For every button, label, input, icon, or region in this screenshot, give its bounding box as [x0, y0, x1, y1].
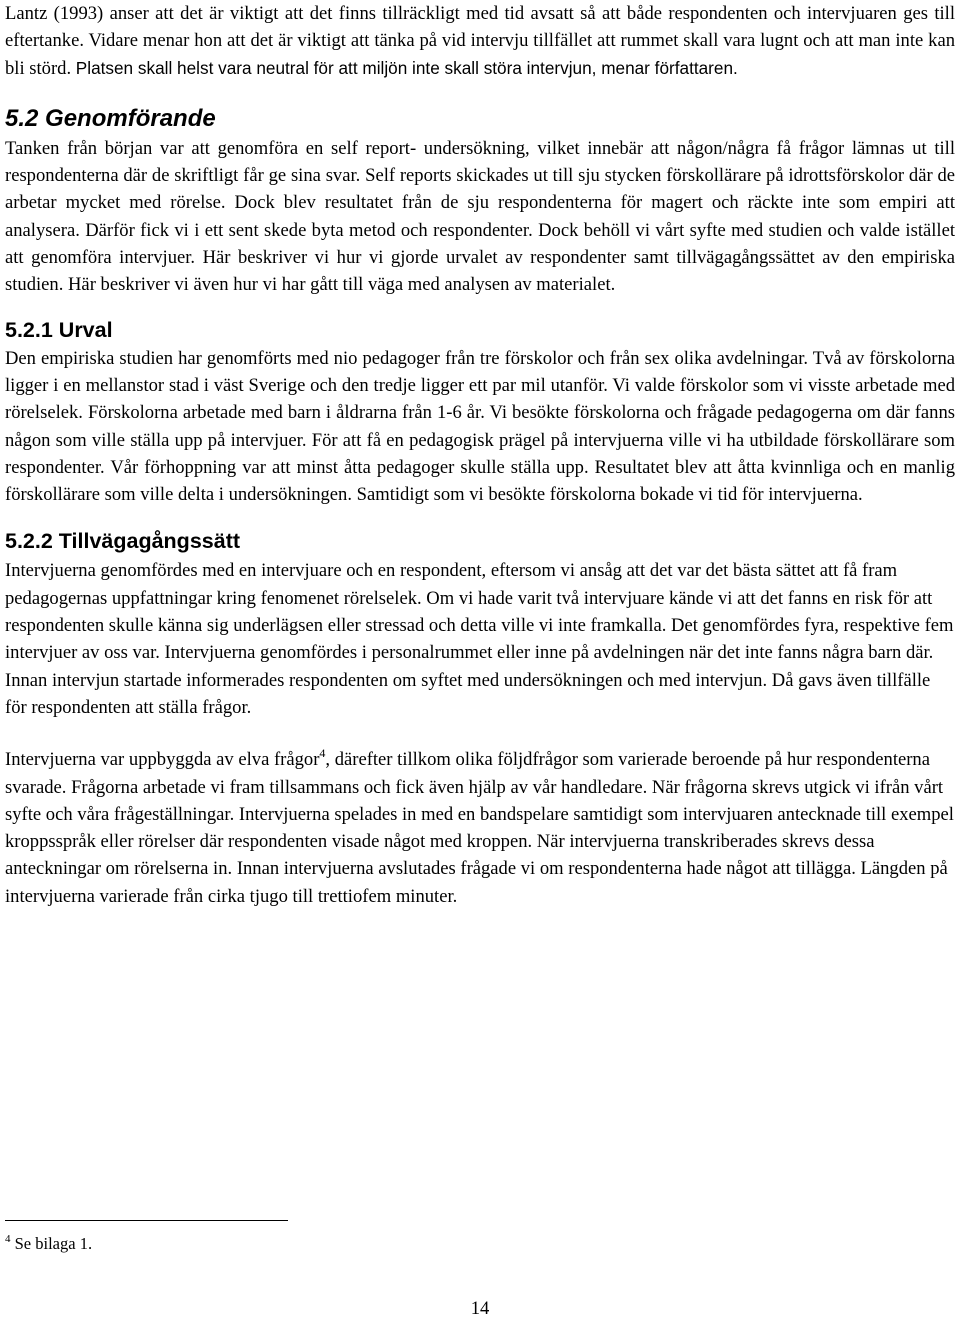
intro-serif-text: Lantz (1993) anser att det är viktigt att det finns tillräckligt med tid avsatt så att både respondenten och intervjuaren ges till eftertanke. Vidare menar hon att det är viktigt att tänka på vid intervju tillfället att rummet skall vara lugnt och att man inte kan bli störd.: [5, 3, 955, 79]
section-5-2-2-paragraph-2: [5, 746, 955, 910]
paragraph-2-text-after: , därefter tillkom olika följdfrågor som varierade beroende på hur respondenterna svarade. Frågorna arbetade vi fram tillsammans och fick även hjälp av vår handledare. När frågorna skrevs utgick vi ifrån vårt syfte och våra frågeställningar. Intervjuerna spelades in med en bandspelare samtidigt som intervjuaren antecknade till exempel kroppsspråk eller rörelser där respondenten visade något med kroppen. När intervjuerna transkriberades skrevs dessa anteckningar om rörelserna in. Innan intervjuerna avslutades frågade vi om respondenterna hade något att tillägga. Längden på intervjuerna varierade från cirka tjugo till trettiofem minuter.: [5, 749, 954, 907]
section-heading-5-2-2: 5.2.2 Tillvägagångssätt: [5, 529, 241, 554]
page-number: 14: [470, 1298, 490, 1319]
footnote-text: Se bilaga 1.: [10, 1234, 93, 1253]
section-heading-5-2: 5.2 Genomförande: [5, 104, 216, 132]
footnote-reference: 4: [319, 746, 326, 761]
section-5-2-paragraph: Tanken från början var att genomföra en self report- undersökning, vilket innebär att någon/några få frågor lämnas ut till respondenterna där de skriftligt får ge sina svar. Self reports skickades ut till sju stycken förskollärare på idrottsförskolor där de arbetar mycket med rörelse. Dock blev resultatet från de sju respondenterna för magert och räckte inte som empiri att analysera. Därför fick vi i ett sent skede byta metod och respondenter. Dock behöll vi vårt syfte med studien och valde istället att genomföra intervjuer. Här beskriver vi hur vi gjorde urvalet av respondenter samt tillvägagångssättet av den empiriska studien. Här beskriver vi även hur vi har gått till väga med analysen av materialet.: [5, 137, 955, 296]
paragraph-2-text-before: Intervjuerna var uppbyggda av elva frågor: [5, 749, 320, 771]
section-5-2-2-paragraph-1: Intervjuerna genomfördes med en intervjuare och en respondent, eftersom vi ansåg att det var det bästa sättet att få fram pedagogernas uppfattningar kring fenomenet rörelselek. Om vi hade varit två intervjuare kände vi att det fanns en risk för att respondenten skulle känna sig underlägsen eller stressad och detta ville vi inte framkalla. Det genomfördes fyra, respektive fem intervjuer av oss var. Intervjuerna genomfördes i personalrummet eller inne på avdelningen när det inte fanns några barn där. Innan intervjun startade informerades respondenten om syftet med undersökningen och med intervjun. Då gavs även tillfälle för respondenten att ställa frågor.: [5, 560, 954, 718]
footnote: [5, 1233, 92, 1255]
section-heading-5-2-1: 5.2.1 Urval: [5, 317, 113, 342]
intro-sans-text: Platsen skall helst vara neutral för att miljön inte skall störa intervjun, menar författaren.: [75, 57, 738, 78]
intro-paragraph: [5, 0, 955, 82]
footnote-number: 4: [5, 1233, 11, 1245]
document-page: [5, 0, 955, 910]
section-5-2-1-paragraph: Den empiriska studien har genomförts med nio pedagoger från tre förskolor och från sex olika avdelningar. Två av förskolorna ligger i en mellanstor stad i väst Sverige och den tredje ligger ett par mil utanför. Vi valde förskolor som vi visste arbetade med rörelselek. Förskolorna arbetade med barn i åldrarna från 1-6 år. Vi besökte förskolorna och frågade pedagogerna om där fanns någon som ville ställa upp på intervjuer. För att få en pedagogisk prägel på intervjuerna ville vi ha utbildade förskollärare som respondenter. Vår förhoppning var att minst åtta pedagoger skulle ställa upp. Resultatet blev att åtta kvinnliga och en manlig förskollärare som ville delta i undersökningen. Samtidigt som vi besökte förskolorna bokade vi tid för intervjuerna.: [5, 347, 955, 506]
footnote-separator: [5, 1220, 288, 1221]
